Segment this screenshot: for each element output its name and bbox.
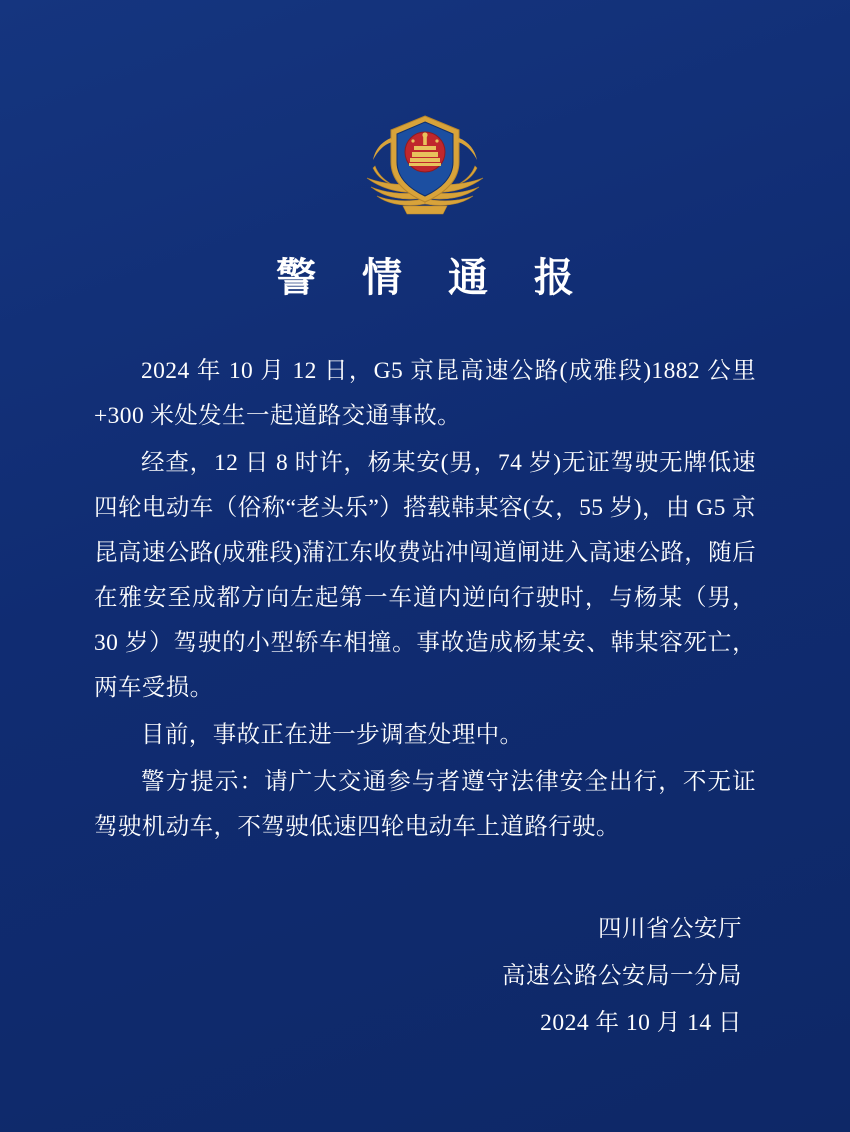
signature-date: 2024 年 10 月 14 日 (540, 1010, 742, 1036)
notice-body (94, 349, 756, 850)
signature-department: 高速公路公安局一分局 (502, 963, 742, 989)
emblem-container (94, 0, 756, 228)
paragraph-police-tip: 警方提示：请广大交通参与者遵守法律安全出行，不无证驾驶机动车，不驾驶低速四轮电动车上道路行驶。 (94, 769, 756, 840)
paragraph-status: 目前，事故正在进一步调查处理中。 (141, 722, 524, 748)
paragraph-incident: 2024 年 10 月 12 日，G5 京昆高速公路(成雅段)1882 公里+300 米处发生一起道路交通事故。 (94, 358, 756, 429)
china-police-emblem-icon (355, 108, 495, 228)
page-title: 警 情 通 报 (276, 255, 590, 301)
signature-block (94, 906, 756, 1047)
paragraph-investigation: 经查，12 日 8 时许，杨某安(男，74 岁)无证驾驶无牌低速四轮电动车（俗称“老头乐”）搭载韩某容(女，55 岁)，由 G5 京昆高速公路(成雅段)蒲江东收费站冲闯道闸进入高速公路，随后在雅安至成都方向左起第一车道内逆向行驶时，与杨某（男，30 岁）驾驶的小型轿车相撞。事故造成杨某安、韩某容死亡，两车受损。 (94, 450, 756, 701)
signature-organization: 四川省公安厅 (598, 916, 742, 942)
